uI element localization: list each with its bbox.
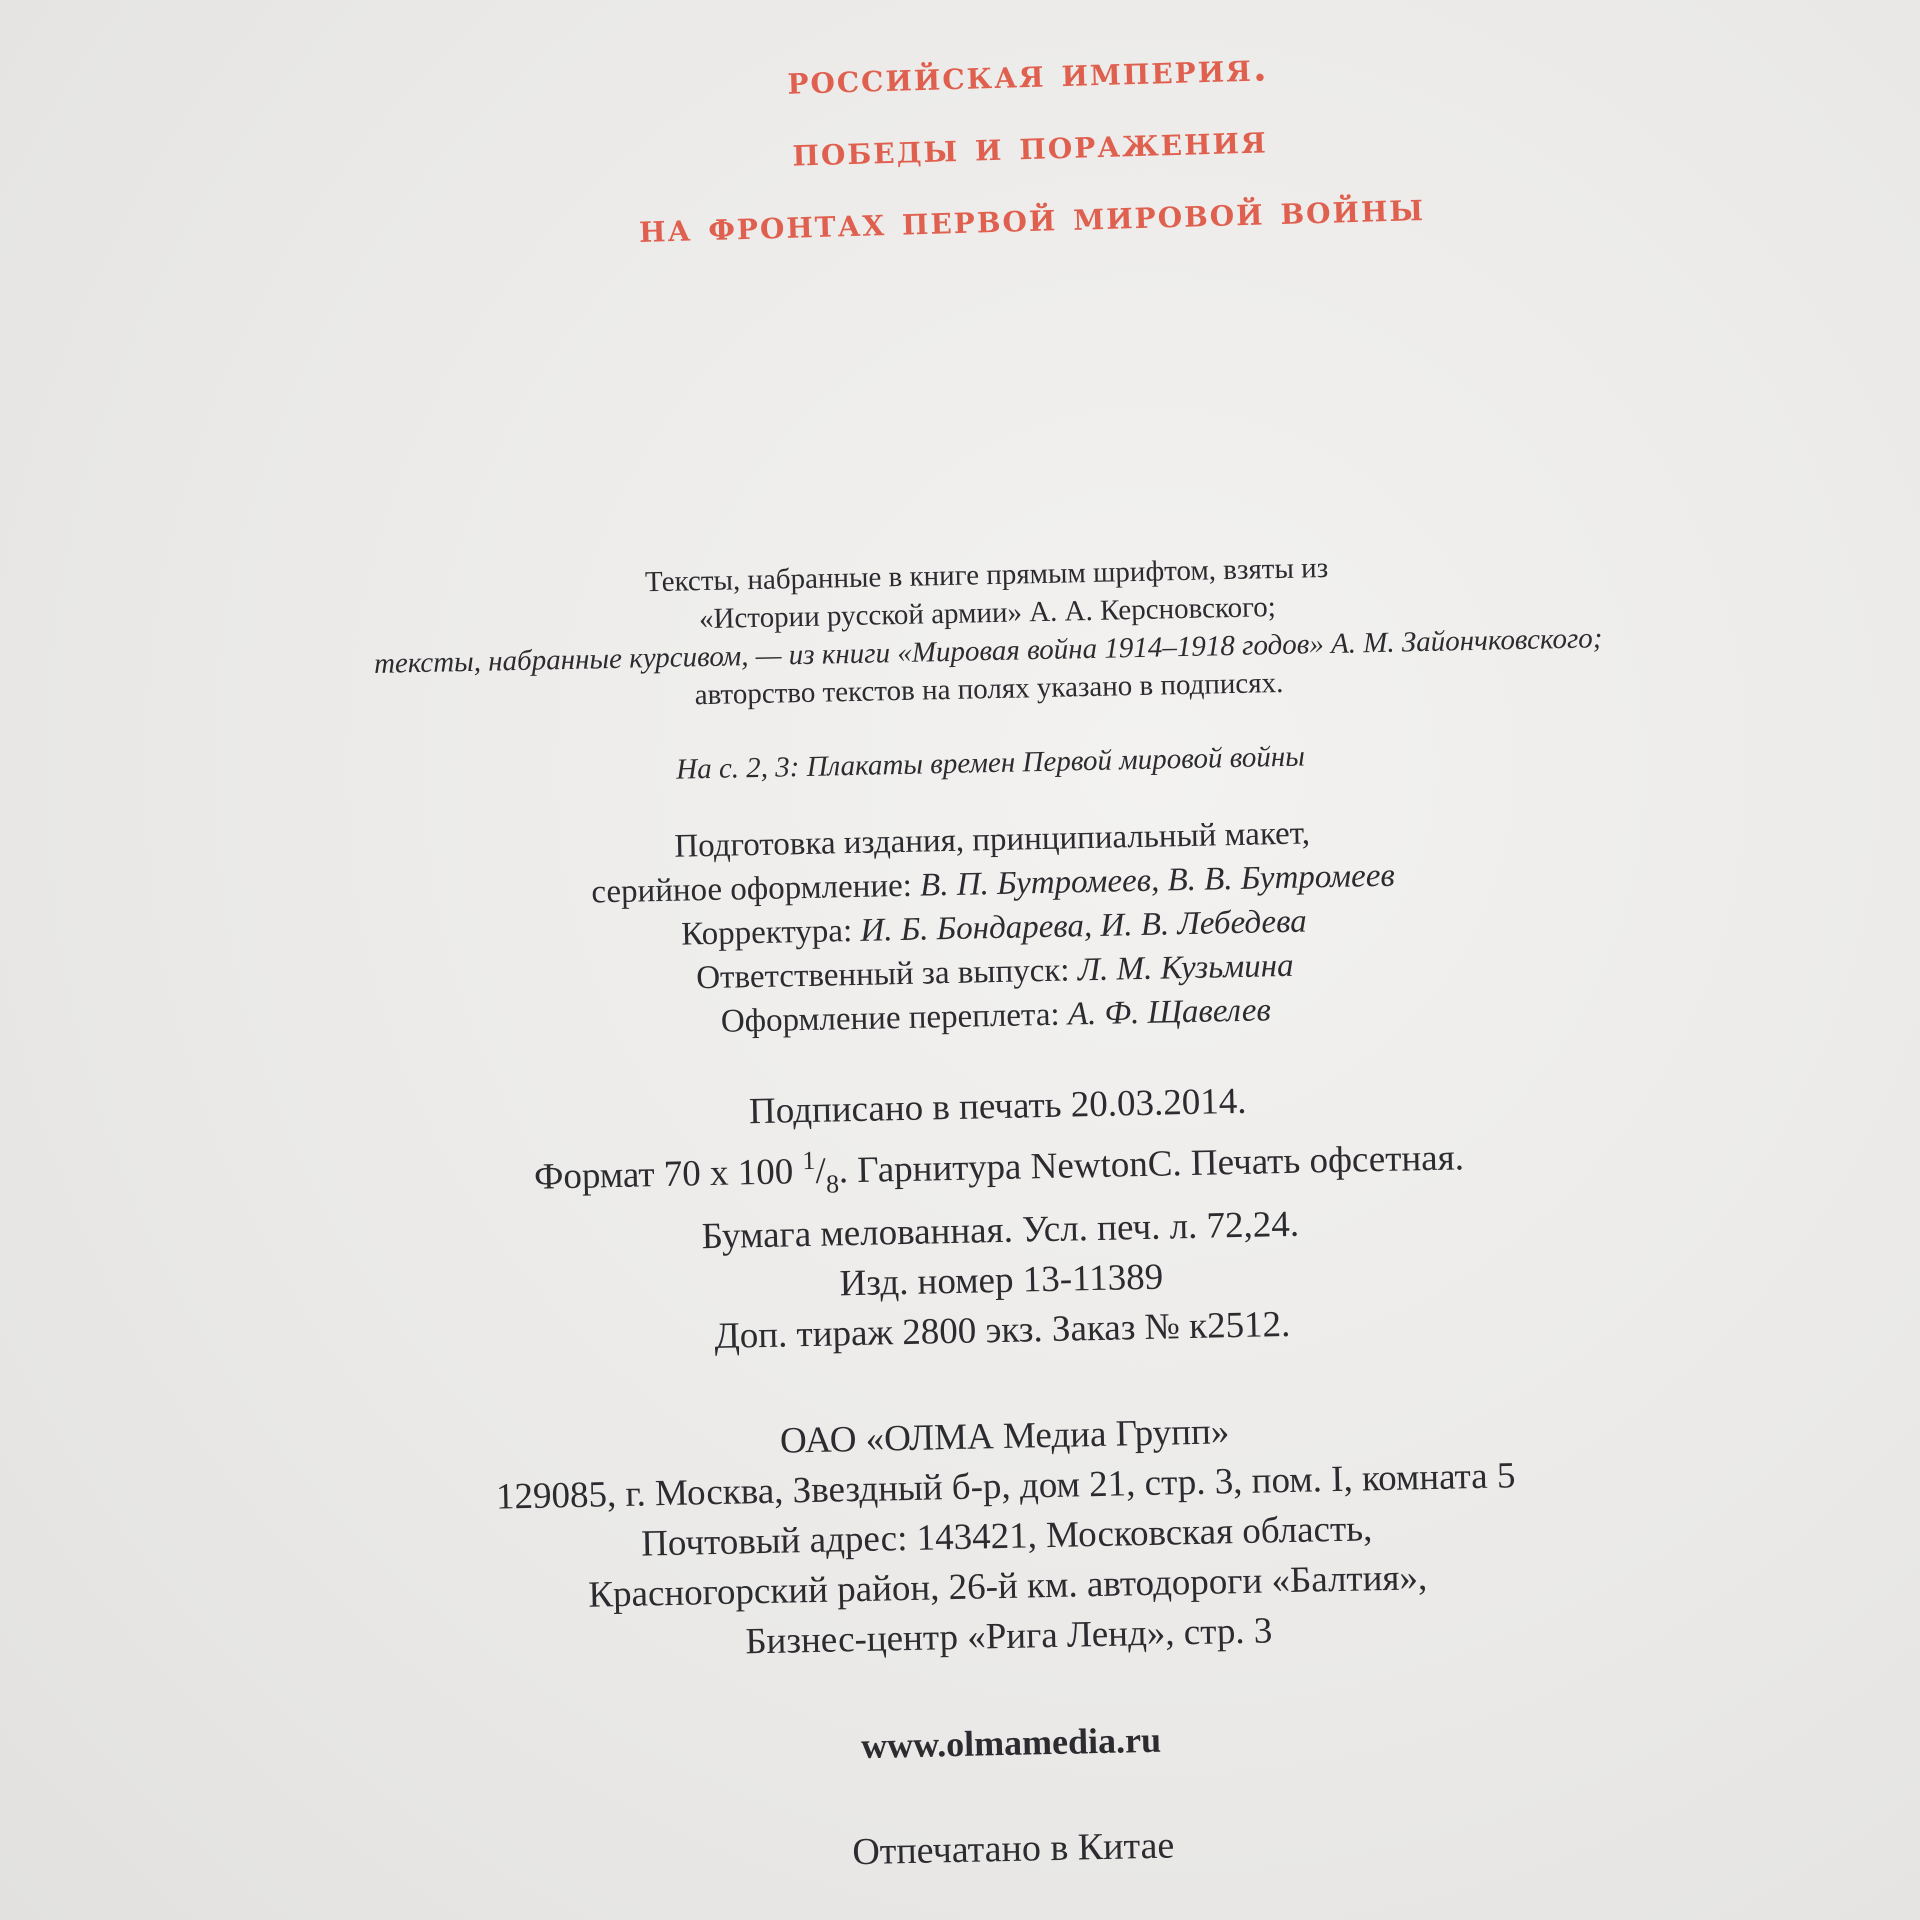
credits-proof-label: Корректура: xyxy=(680,913,853,953)
format-denominator: 8 xyxy=(825,1169,840,1199)
credits-binding-label: Оформление переплета: xyxy=(720,996,1060,1040)
credits-resp-names: Л. М. Кузьмина xyxy=(1077,947,1294,989)
credits-proof-names: И. Б. Бондарева, И. В. Лебедева xyxy=(860,903,1308,949)
publisher-name: ОАО «ОЛМА Медиа Групп» xyxy=(779,1411,1230,1462)
print-edition-number: Изд. номер 13-11389 xyxy=(839,1256,1164,1305)
publisher-postal-1: Почтовый адрес: 143421, Московская область, xyxy=(640,1508,1373,1565)
website-link[interactable]: www.olmamedia.ru xyxy=(860,1719,1162,1767)
imprint-block xyxy=(136,538,1863,1891)
credits-resp-label: Ответственный за выпуск: xyxy=(695,952,1070,997)
credits-binding-names: А. Ф. Щавелев xyxy=(1067,992,1272,1033)
title-line-2: победы и поражения xyxy=(791,115,1269,176)
sources-line-2: «Истории русской армии» А. А. Керсновского; xyxy=(698,591,1277,636)
format-prefix: Формат 70 x 100 xyxy=(533,1151,794,1198)
sources-line-3: тексты, набранные курсивом, — из книги «Мировая война 1914–1918 годов» А. М. Зайончковского; xyxy=(373,622,1603,680)
print-run: Доп. тираж 2800 экз. Заказ № к2512. xyxy=(714,1303,1291,1358)
publisher-postal-3: Бизнес-центр «Рига Ленд», стр. 3 xyxy=(744,1610,1273,1663)
publisher-postal-2: Красногорский район, 26-й км. автодороги «Балтия», xyxy=(587,1557,1428,1616)
printed-in: Отпечатано в Китае xyxy=(851,1824,1175,1874)
illustrations-note: На с. 2, 3: Плакаты времен Первой мировой войны xyxy=(675,740,1306,786)
print-info-section xyxy=(147,1064,1852,1374)
sources-line-4: авторство текстов на полях указано в подписях. xyxy=(694,666,1284,712)
print-signed: Подписано в печать 20.03.2014. xyxy=(748,1080,1247,1133)
format-slash: / xyxy=(815,1150,827,1192)
credits-section xyxy=(142,800,1846,1056)
title-line-3: на фронтах первой мировой войны xyxy=(638,183,1426,252)
publisher-section xyxy=(154,1394,1859,1680)
print-paper: Бумага мелованная. Усл. печ. л. 72,24. xyxy=(701,1203,1300,1258)
sources-line-1: Тексты, набранные в книге прямым шрифтом, взяты из xyxy=(644,551,1329,599)
title-line-1: российская империя. xyxy=(786,43,1270,104)
publisher-address: 129085, г. Москва, Звездный б-р, дом 21, стр. 3, пом. I, комната 5 xyxy=(495,1455,1516,1518)
credits-design-names: В. П. Бутромеев, В. В. Бутромеев xyxy=(919,857,1396,904)
format-suffix: . Гарнитура NewtonC. Печать офсетная. xyxy=(838,1137,1465,1192)
credits-design-label: серийное оформление: xyxy=(591,867,913,911)
format-numerator: 1 xyxy=(801,1145,816,1176)
book-title xyxy=(477,23,1583,270)
credits-prep-label: Подготовка издания, принципиальный макет, xyxy=(674,815,1311,865)
